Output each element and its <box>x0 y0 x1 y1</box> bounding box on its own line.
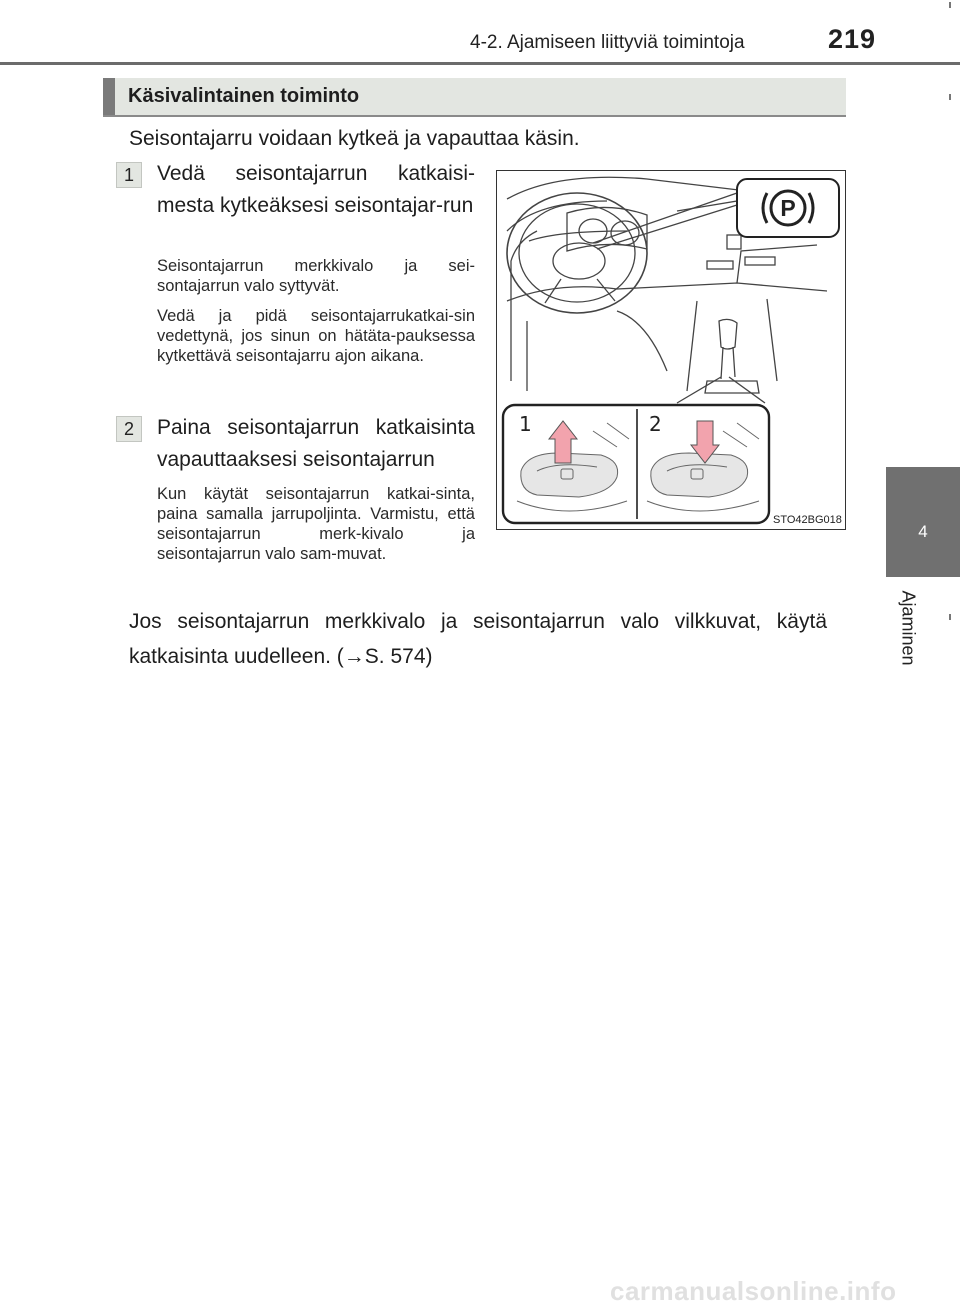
step-1-note-1: Seisontajarrun merkkivalo ja sei-sontajarrun valo syttyvät. <box>157 257 475 295</box>
step-2-badge: 2 <box>116 416 142 442</box>
section-heading-box <box>103 78 846 115</box>
crop-mark <box>949 2 951 8</box>
indicator-glyph: P <box>780 195 796 221</box>
parking-brake-illustration <box>496 170 846 530</box>
section-title: Käsivalintainen toiminto <box>128 85 360 107</box>
figure-code: STO42BG018 <box>773 514 842 526</box>
crop-mark <box>949 614 951 620</box>
page-number: 219 <box>828 24 877 54</box>
chapter-tab <box>886 467 960 577</box>
cockpit-drawing <box>497 171 846 530</box>
running-header-section: 4-2. Ajamiseen liittyviä toimintoja <box>470 32 745 53</box>
crop-mark <box>949 94 951 100</box>
chapter-label-text: Ajaminen <box>898 590 919 666</box>
figure-panel-label-2: 2 <box>649 412 662 436</box>
figure-panel-label-1: 1 <box>519 412 532 436</box>
step-1-note-2: Vedä ja pidä seisontajarrukatkai-sin vedettynä, jos sinun on hätäta-pauksessa kytkettävä seisontajarru ajon aikana. <box>157 307 475 365</box>
step-2-heading: Paina seisontajarrun katkaisinta vapauttaaksesi seisontajarrun <box>157 416 475 471</box>
watermark-logo: carmanualsonline.info <box>610 1276 897 1306</box>
step-2-note-1: Kun käytät seisontajarrun katkai-sinta, paina samalla jarrupoljinta. Varmistu, että seisontajarrun merk-kivalo ja seisontajarrun valo sam-muvat. <box>157 485 475 563</box>
section-heading-bar <box>103 78 115 115</box>
section-rule <box>103 115 846 117</box>
chapter-number: 4 <box>918 522 928 541</box>
step-1-badge: 1 <box>116 162 142 188</box>
step-1-heading: Vedä seisontajarrun katkaisi-mesta kytkeäksesi seisontajar-run <box>157 162 475 217</box>
section-intro: Seisontajarru voidaan kytkeä ja vapauttaa käsin. <box>129 127 580 150</box>
closing-paragraph: Jos seisontajarrun merkkivalo ja seisontajarrun valo vilkkuvat, käytä katkaisinta uudelleen. (→S. 574) <box>129 610 827 668</box>
chapter-label <box>893 580 923 676</box>
header-rule <box>0 62 960 65</box>
